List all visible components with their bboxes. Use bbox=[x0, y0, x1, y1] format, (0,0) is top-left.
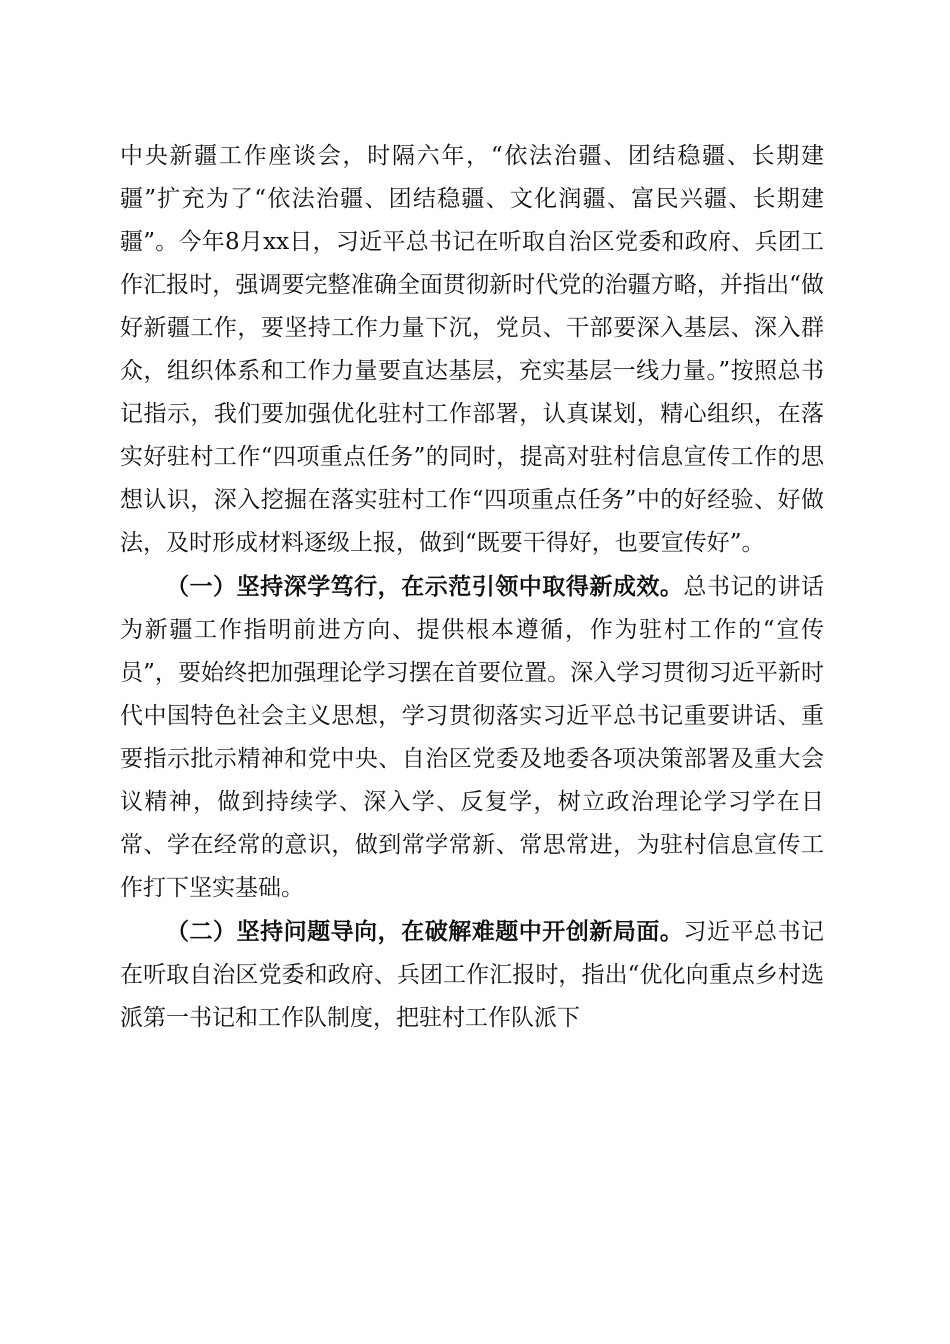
section-heading: （一）坚持深学笃行，在示范引领中取得新成效。 bbox=[166, 573, 684, 600]
paragraph-body: 习近平总书记在听取自治区党委和政府、兵团工作汇报时，指出“优化向重点乡村选派第一书记和工作队制度，把驻村工作队派下 bbox=[120, 919, 825, 1031]
paragraph-section-one bbox=[120, 565, 824, 910]
paragraph-section-two bbox=[120, 910, 824, 1040]
paragraph-body: 总书记的讲话为新疆工作指明前进方向、提供根本遵循，作为驻村工作的“宣传员”，要始终把加强理论学习摆在首要位置。深入学习贯彻习近平新时代中国特色社会主义思想，学习贯彻落实习近平总书记重要讲话、重要指示批示精神和党中央、自治区党委及地委各项决策部署及重大会议精神，做到持续学、深入学、反复学，树立政治理论学习学在日常、学在经常的意识，做到常学常新、常思常进，为驻村信息宣传工作打下坚实基础。 bbox=[120, 574, 825, 901]
section-heading: （二）坚持问题导向，在破解难题中开创新局面。 bbox=[166, 918, 684, 945]
paragraph-continuation bbox=[120, 135, 824, 565]
document-body bbox=[120, 135, 824, 1040]
paragraph-body: 中央新疆工作座谈会，时隔六年，“依法治疆、团结稳疆、长期建疆”扩充为了“依法治疆、团结稳疆、文化润疆、富民兴疆、长期建疆”。今年8月xx日，习近平总书记在听取自治区党委和政府、兵团工作汇报时，强调要完整准确全面贯彻新时代党的治疆方略，并指出“做好新疆工作，要坚持工作力量下沉，党员、干部要深入基层、深入群众，组织体系和工作力量要直达基层，充实基层一线力量。”按照总书记指示，我们要加强优化驻村工作部署，认真谋划，精心组织，在落实好驻村工作“四项重点任务”的同时，提高对驻村信息宣传工作的思想认识，深入挖掘在落实驻村工作“四项重点任务”中的好经验、好做法，及时形成材料逐级上报，做到“既要干得好，也要宣传好”。 bbox=[120, 143, 824, 556]
